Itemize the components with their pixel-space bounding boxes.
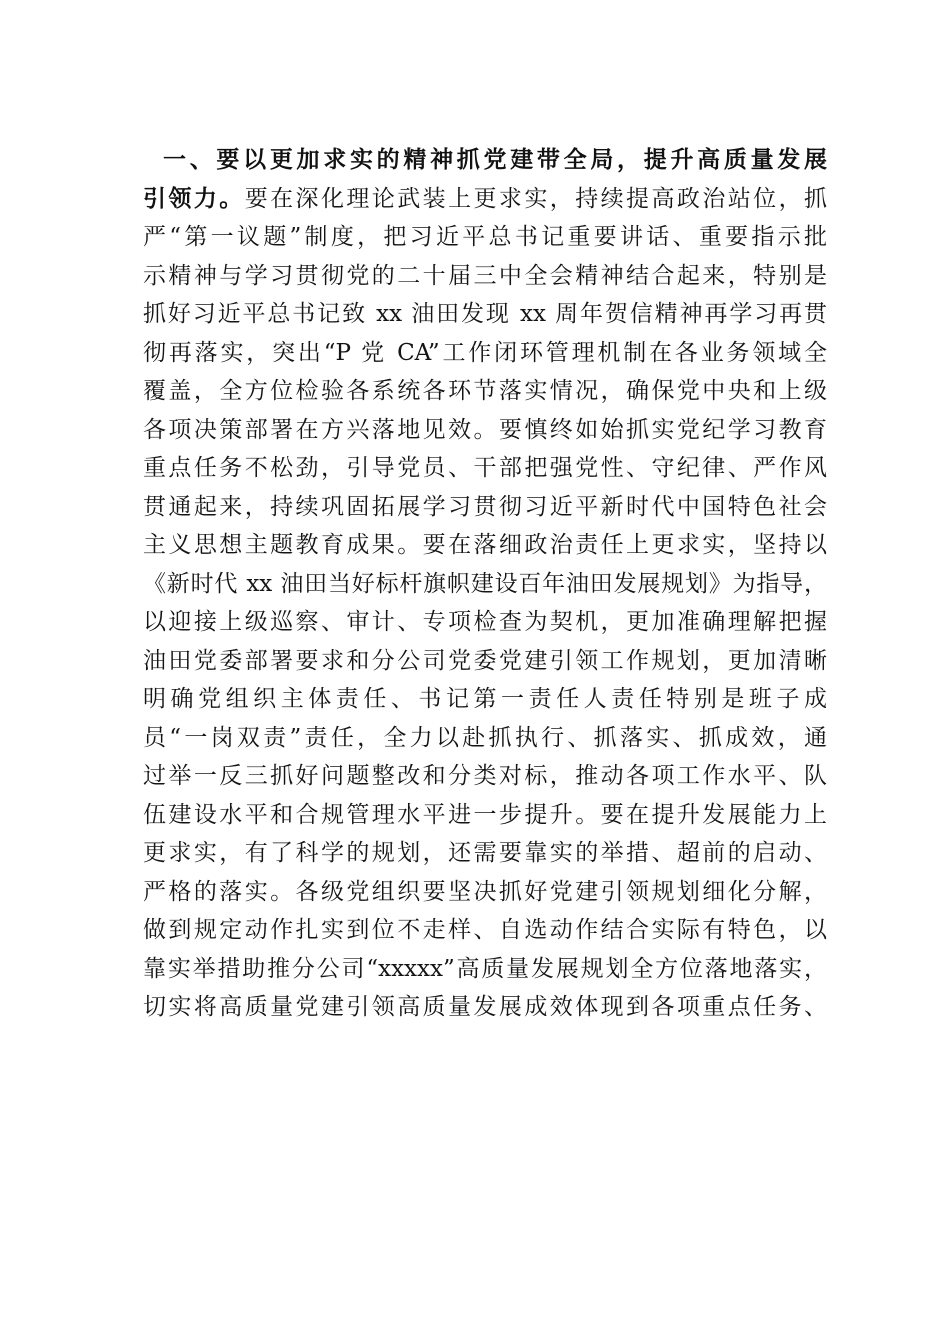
body-line: 重点任务不松劲，引导党员、干部把强党性、守纪律、严作风 [143, 455, 827, 481]
section-heading: 一、要以更加求实的精神抓党建带全局，提升高质量发展 [163, 147, 827, 173]
body-line: 抓好习近平总书记致 xx 油田发现 xx 周年贺信精神再学习再贯 [143, 301, 827, 327]
body-line: 严格的落实。各级党组织要坚决抓好党建引领规划细化分解， [143, 878, 827, 905]
body-line: 过举一反三抓好问题整改和分类对标，推动各项工作水平、队 [143, 763, 827, 789]
heading-line [143, 141, 827, 180]
body-line: 严“第一议题”制度，把习近平总书记重要讲话、重要指示批 [143, 224, 827, 250]
body-line: 伍建设水平和合规管理水平进一步提升。要在提升发展能力上 [143, 801, 827, 828]
body-line: 示精神与学习贯彻党的二十届三中全会精神结合起来，特别是 [143, 262, 827, 289]
body-text-segment: 要在深化理论武装上更求实，持续提高政治站位，抓 [244, 185, 828, 212]
body-line: 各项决策部署在方兴落地见效。要慎终如始抓实党纪学习教育 [143, 416, 827, 443]
body-line [143, 180, 827, 219]
body-line: 明确党组织主体责任、书记第一责任人责任特别是班子成 [143, 686, 827, 712]
body-line: 更求实，有了科学的规划，还需要靠实的举措、超前的启动、 [143, 840, 827, 866]
body-line: 靠实举措助推分公司“xxxxx”高质量发展规划全方位落地落实， [143, 955, 827, 982]
body-line: 《新时代 xx 油田当好标杆旗帜建设百年油田发展规划》为指导， [143, 570, 827, 597]
body-line: 主义思想主题教育成果。要在落细政治责任上更求实，坚持以 [143, 532, 827, 558]
section-heading-continued: 引领力。 [143, 185, 245, 212]
body-line: 油田党委部署要求和分公司党委党建引领工作规划，更加清晰 [143, 647, 827, 674]
body-line: 彻再落实，突出“P 党 CA”工作闭环管理机制在各业务领域全 [143, 339, 827, 366]
body-line: 以迎接上级巡察、审计、专项检查为契机，更加准确理解把握 [143, 609, 827, 635]
body-line: 做到规定动作扎实到位不走样、自选动作结合实际有特色，以 [143, 917, 827, 943]
body-line: 切实将高质量党建引领高质量发展成效体现到各项重点任务、 [143, 994, 827, 1020]
body-line: 员“一岗双责”责任，全力以赴抓执行、抓落实、抓成效，通 [143, 724, 827, 751]
document-body [143, 141, 827, 1027]
body-line: 覆盖，全方位检验各系统各环节落实情况，确保党中央和上级 [143, 378, 827, 404]
body-line: 贯通起来，持续巩固拓展学习贯彻习近平新时代中国特色社会 [143, 493, 827, 520]
